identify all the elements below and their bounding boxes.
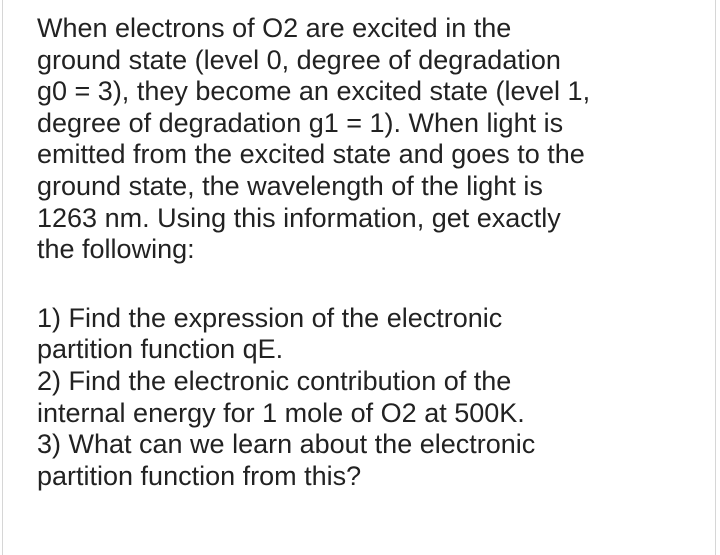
intro-line: ground state, the wavelength of the light is [37,170,543,201]
problem-text [37,13,705,492]
question-line: 2) Find the electronic contribution of the [37,365,512,396]
intro-line: the following: [37,234,195,265]
paragraph-gap [37,266,705,303]
intro-line: g0 = 3), they become an excited state (level 1, [37,76,591,107]
problem-intro [37,13,705,266]
question-line: partition function qE. [37,334,284,365]
question-line: internal energy for 1 mole of O2 at 500K. [37,397,525,428]
intro-line: ground state (level 0, degree of degradation [37,44,561,75]
intro-line: When electrons of O2 are excited in the [37,13,512,43]
intro-line: 1263 nm. Using this information, get exactly [37,202,561,233]
question-list [37,303,705,493]
page-frame [2,0,716,555]
question-line: partition function from this? [37,460,362,491]
question-line: 3) What can we learn about the electronic [37,429,536,460]
intro-line: degree of degradation g1 = 1). When light is [37,107,564,138]
question-line: 1) Find the expression of the electronic [37,302,503,333]
intro-line: emitted from the excited state and goes to the [37,139,585,170]
